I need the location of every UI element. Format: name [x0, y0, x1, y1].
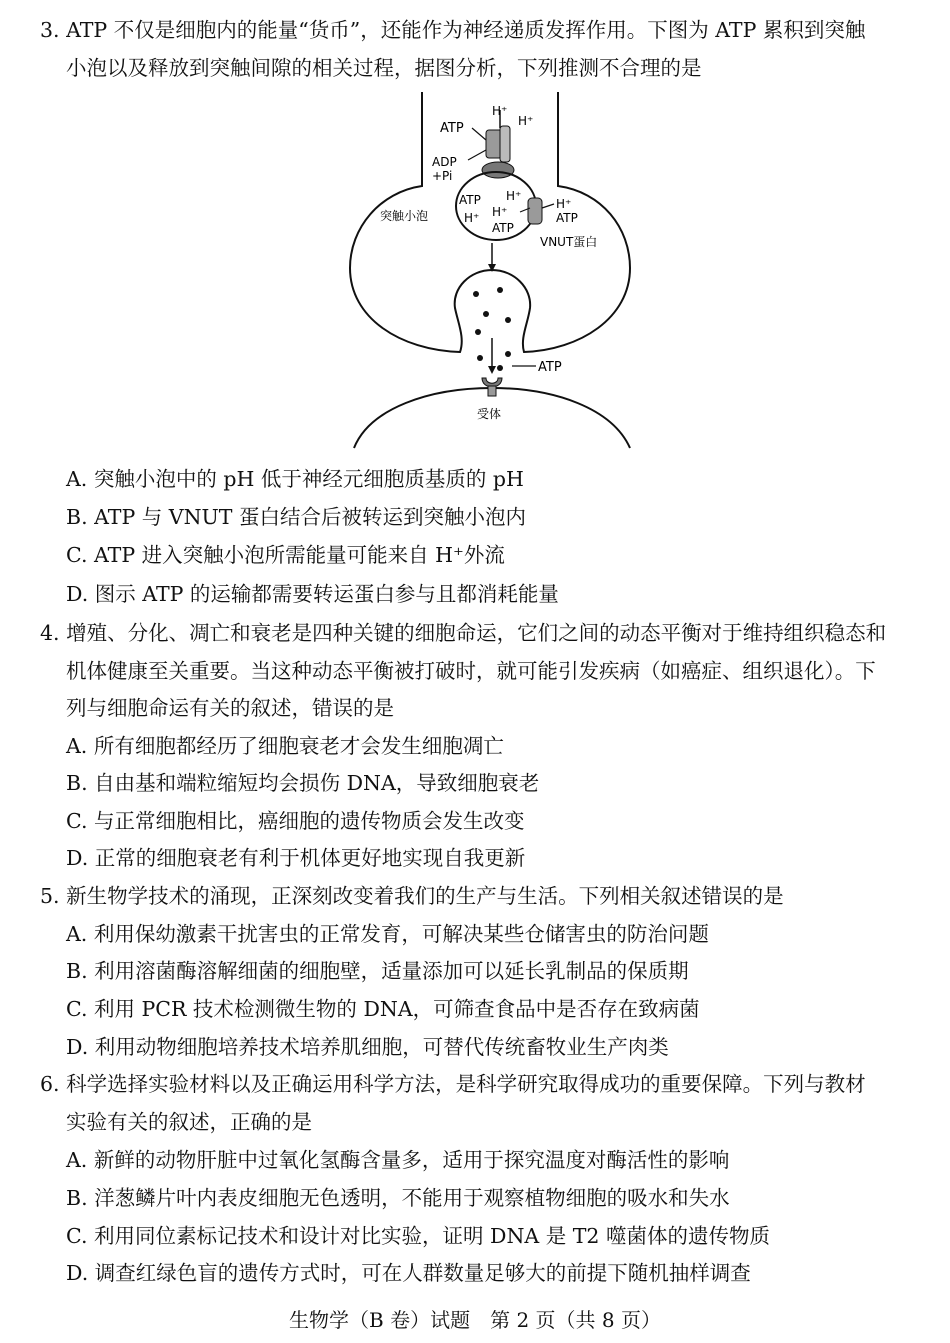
adp-label: ADP — [432, 155, 457, 169]
h-plus-in-vesicle-3: H⁺ — [492, 205, 508, 219]
q4-stem-line3: 列与细胞命运有关的叙述，错误的是 — [66, 696, 394, 720]
atp-in-vesicle-1: ATP — [459, 193, 481, 207]
q4-stem-line1: 4. 增殖、分化、凋亡和衰老是四种关键的细胞命运，它们之间的动态平衡对于维持组织稳态和 — [40, 621, 887, 645]
atp-vnut: ATP — [556, 211, 578, 225]
pi-label: +Pi — [432, 169, 453, 183]
q5-option-a[interactable]: A. 利用保幼激素干扰害虫的正常发育，可解决某些仓储害虫的防治问题 — [66, 922, 709, 946]
q6-stem-line1: 6. 科学选择实验材料以及正确运用科学方法，是科学研究取得成功的重要保障。下列与教材 — [40, 1072, 866, 1096]
atp-in-vesicle-2: ATP — [492, 221, 514, 235]
q3-option-d[interactable]: D. 图示 ATP 的运输都需要转运蛋白参与且都消耗能量 — [66, 582, 559, 606]
q6-option-b[interactable]: B. 洋葱鳞片叶内表皮细胞无色透明，不能用于观察植物细胞的吸水和失水 — [66, 1186, 730, 1210]
q5-option-b[interactable]: B. 利用溶菌酶溶解细菌的细胞壁，适量添加可以延长乳制品的保质期 — [66, 959, 689, 983]
pump-base — [482, 162, 514, 178]
q3-stem-line2: 小泡以及释放到突触间隙的相关过程，据图分析，下列推测不合理的是 — [66, 56, 702, 80]
q5-option-c[interactable]: C. 利用 PCR 技术检测微生物的 DNA，可筛查食品中是否存在致病菌 — [66, 997, 700, 1021]
q3-option-b[interactable]: B. ATP 与 VNUT 蛋白结合后被转运到突触小泡内 — [66, 505, 526, 529]
atp-top-label: ATP — [440, 121, 464, 136]
q6-stem-line2: 实验有关的叙述，正确的是 — [66, 1110, 312, 1134]
atp-released-label: ATP — [538, 360, 562, 375]
q3-diagram — [340, 88, 640, 454]
q4-option-c[interactable]: C. 与正常细胞相比，癌细胞的遗传物质会发生改变 — [66, 809, 525, 833]
h-plus-top-2: H⁺ — [518, 114, 534, 128]
vnut-label: VNUT蛋白 — [540, 235, 598, 249]
q4-option-a[interactable]: A. 所有细胞都经历了细胞衰老才会发生细胞凋亡 — [66, 734, 504, 758]
q6-option-a[interactable]: A. 新鲜的动物肝脏中过氧化氢酶含量多，适用于探究温度对酶活性的影响 — [66, 1148, 730, 1172]
q3-option-a[interactable]: A. 突触小泡中的 pH 低于神经元细胞质基质的 pH — [66, 467, 524, 491]
q6-option-d[interactable]: D. 调查红绿色盲的遗传方式时，可在人群数量足够大的前提下随机抽样调查 — [66, 1261, 751, 1285]
h-plus-in-vesicle-1: H⁺ — [464, 211, 480, 225]
receptor-label: 受体 — [477, 407, 502, 421]
vesicle-label: 突触小泡 — [380, 209, 429, 223]
q6-option-c[interactable]: C. 利用同位素标记技术和设计对比实验，证明 DNA 是 T2 噬菌体的遗传物质 — [66, 1224, 770, 1248]
h-plus-in-vesicle-2: H⁺ — [506, 189, 522, 203]
h-plus-top-1: H⁺ — [492, 104, 508, 118]
h-plus-vnut: H⁺ — [556, 197, 572, 211]
q4-option-d[interactable]: D. 正常的细胞衰老有利于机体更好地实现自我更新 — [66, 846, 526, 870]
q4-option-b[interactable]: B. 自由基和端粒缩短均会损伤 DNA，导致细胞衰老 — [66, 771, 540, 795]
q5-stem-line1: 5. 新生物学技术的涌现，正深刻改变着我们的生产与生活。下列相关叙述错误的是 — [40, 884, 784, 908]
q3-stem-line1: 3. ATP 不仅是细胞内的能量“货币”，还能作为神经递质发挥作用。下图为 ATP 累积到突触 — [40, 18, 866, 42]
q5-option-d[interactable]: D. 利用动物细胞培养技术培养肌细胞，可替代传统畜牧业生产肉类 — [66, 1035, 669, 1059]
q3-option-c[interactable]: C. ATP 进入突触小泡所需能量可能来自 H⁺外流 — [66, 543, 505, 567]
vnut-protein — [528, 198, 542, 224]
q4-stem-line2: 机体健康至关重要。当这种动态平衡被打破时，就可能引发疾病（如癌症、组织退化）。下 — [66, 659, 876, 683]
page-footer: 生物学（B 卷）试题 第 2 页（共 8 页） — [289, 1308, 661, 1332]
